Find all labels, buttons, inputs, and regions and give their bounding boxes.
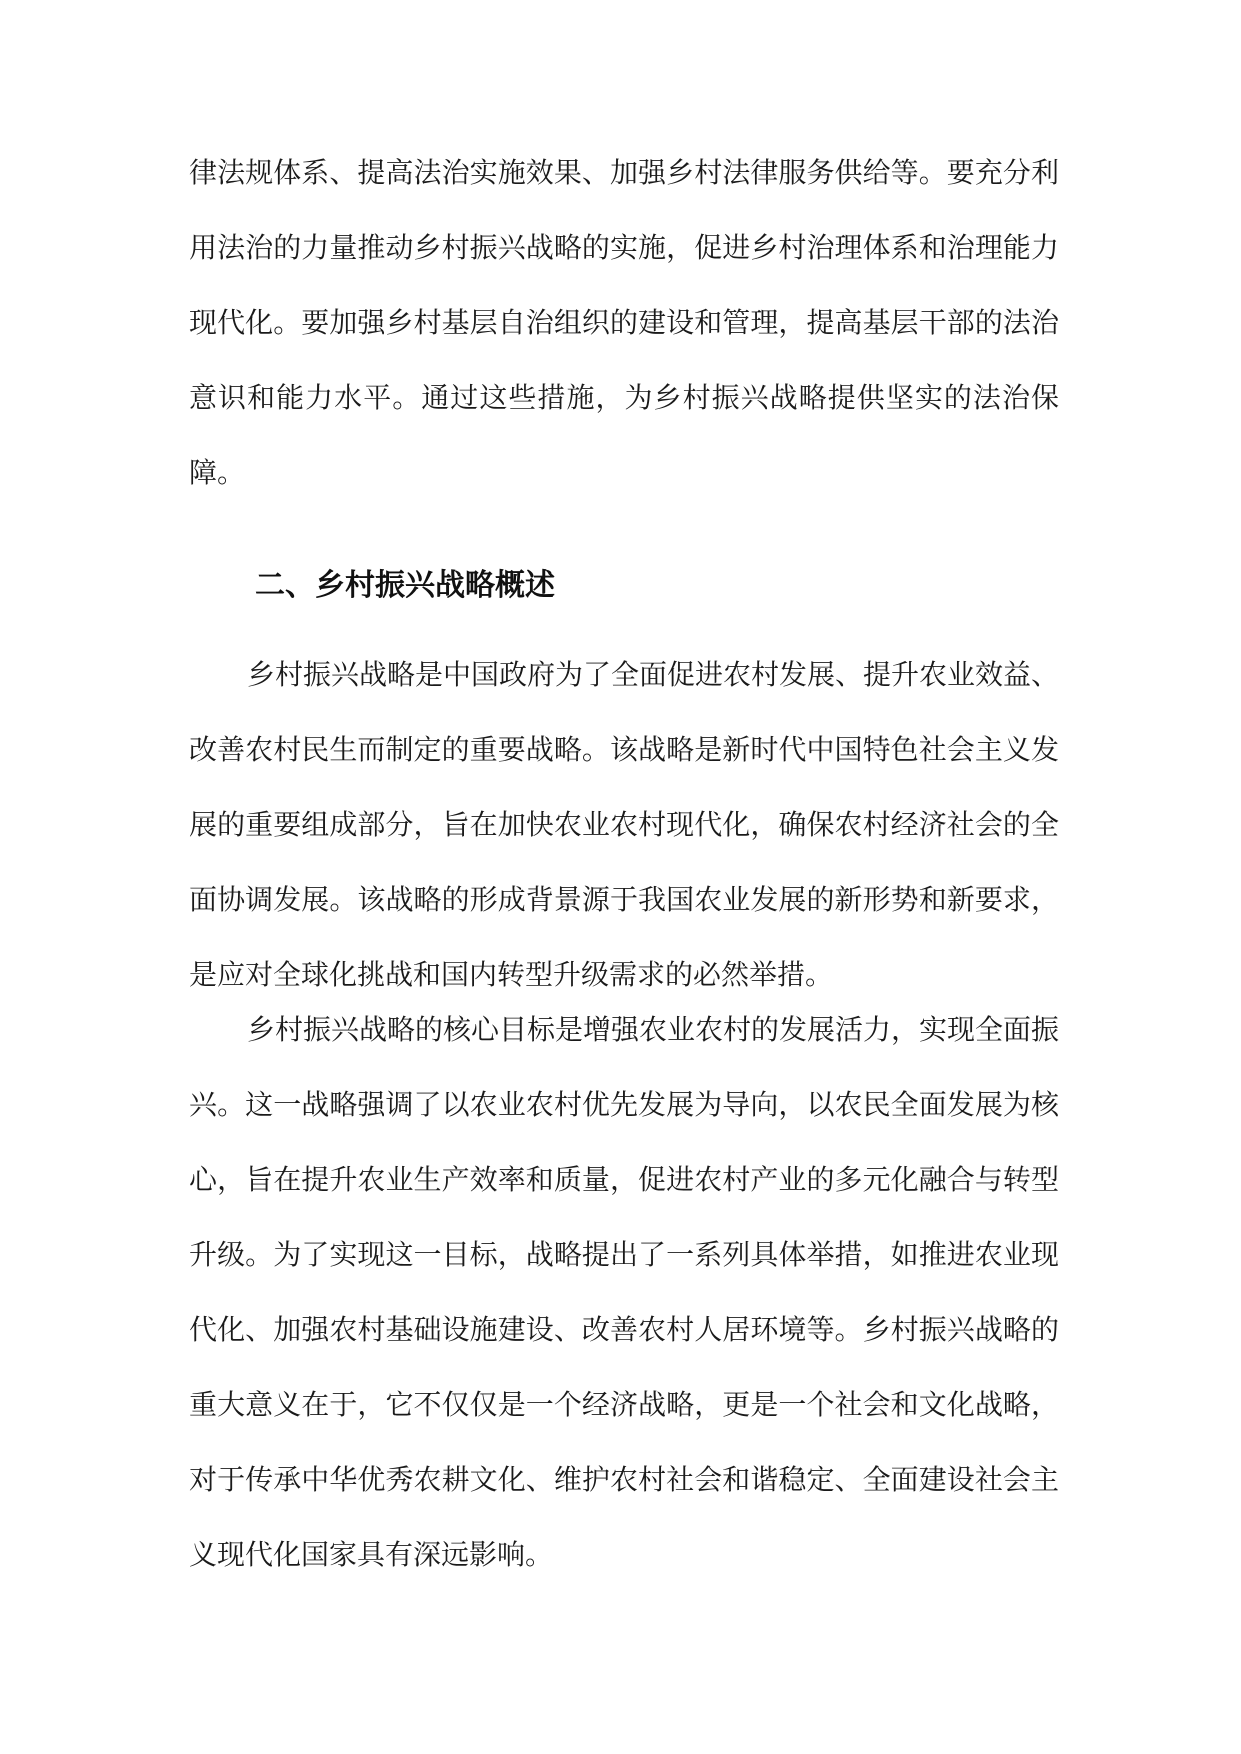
body-paragraph: 乡村振兴战略的核心目标是增强农业农村的发展活力，实现全面振兴。这一战略强调了以农业农村优先发展为导向，以农民全面发展为核心，旨在提升农业生产效率和质量，促进农村产业的多元化融合与转型升级。为了实现这一目标，战略提出了一系列具体举措，如推进农业现代化、加强农村基础设施建设、改善农村人居环境等。乡村振兴战略的重大意义在于，它不仅仅是一个经济战略，更是一个社会和文化战略，对于传承中华优秀农耕文化、维护农村社会和谐稳定、全面建设社会主义现代化国家具有深远影响。 [189, 1013, 1060, 1571]
continuation-paragraph: 律法规体系、提高法治实施效果、加强乡村法律服务供给等。要充分利用法治的力量推动乡村振兴战略的实施，促进乡村治理体系和治理能力现代化。要加强乡村基层自治组织的建设和管理，提高基层干部的法治意识和能力水平。通过这些措施，为乡村振兴战略提供坚实的法治保障。 [189, 156, 1059, 489]
body-paragraph: 乡村振兴战略是中国政府为了全面促进农村发展、提升农业效益、改善农村民生而制定的重要战略。该战略是新时代中国特色社会主义发展的重要组成部分，旨在加快农业农村现代化，确保农村经济社会的全面协调发展。该战略的形成背景源于我国农业发展的新形势和新要求，是应对全球化挑战和国内转型升级需求的必然举措。 [189, 658, 1060, 991]
section-heading: 二、乡村振兴战略概述 [255, 568, 555, 603]
